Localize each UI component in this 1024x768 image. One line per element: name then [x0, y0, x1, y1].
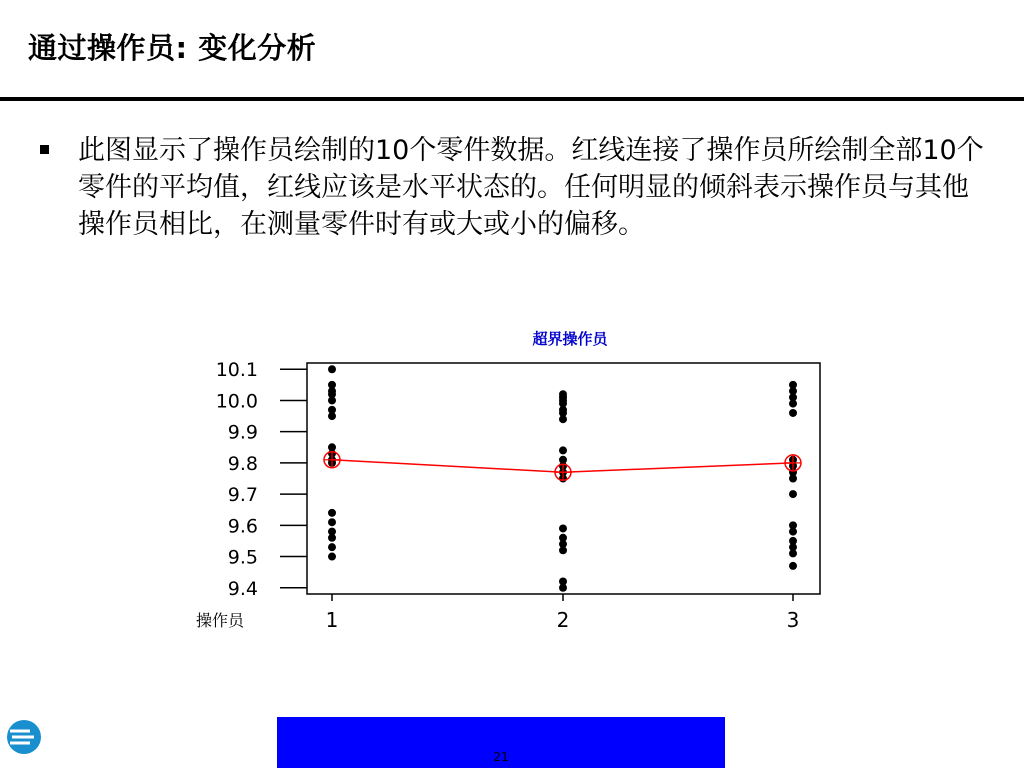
data-point	[559, 446, 567, 454]
title-divider	[0, 97, 1024, 101]
data-point	[328, 553, 336, 561]
data-point	[559, 415, 567, 423]
page-number: 21	[493, 750, 509, 764]
x-tick-label: 2	[556, 608, 570, 632]
data-point	[789, 528, 797, 536]
data-point	[789, 490, 797, 498]
data-point	[328, 543, 336, 551]
x-tick-label: 1	[325, 608, 339, 632]
x-tick-label: 3	[786, 608, 800, 632]
data-point	[328, 509, 336, 517]
data-point	[328, 534, 336, 542]
chart-title: 超界操作员	[532, 330, 608, 348]
data-point	[789, 549, 797, 557]
y-tick-label: 9.6	[227, 515, 258, 538]
data-point	[559, 524, 567, 532]
slide-title: 通过操作员: 变化分析	[28, 31, 317, 65]
y-tick-label: 9.9	[227, 421, 258, 444]
data-point	[559, 584, 567, 592]
data-point	[328, 518, 336, 526]
y-tick-label: 9.5	[227, 546, 258, 569]
y-tick-label: 9.8	[227, 452, 258, 475]
bullet-text: 此图显示了操作员绘制的10个零件数据。红线连接了操作员所绘制全部10个零件的平均值，红线应该是水平状态的。任何明显的倾斜表示操作员与其他操作员相比，在测量零件时有或大或小的偏移。	[78, 135, 984, 240]
y-tick-label: 10.0	[215, 390, 258, 413]
footer-bar	[277, 717, 725, 768]
data-point	[328, 365, 336, 373]
y-tick-label: 9.7	[227, 484, 258, 507]
data-point	[789, 400, 797, 408]
y-tick-label: 9.4	[227, 577, 258, 600]
data-point	[789, 475, 797, 483]
x-axis-label: 操作员	[195, 611, 245, 630]
company-logo	[4, 717, 44, 761]
data-point	[789, 409, 797, 417]
data-point	[328, 396, 336, 404]
data-point	[789, 562, 797, 570]
bullet-marker	[40, 145, 49, 154]
data-point	[559, 546, 567, 554]
chart-container	[0, 300, 1024, 640]
y-tick-label: 10.1	[215, 359, 258, 382]
operator-chart	[0, 300, 1024, 640]
data-point	[328, 412, 336, 420]
